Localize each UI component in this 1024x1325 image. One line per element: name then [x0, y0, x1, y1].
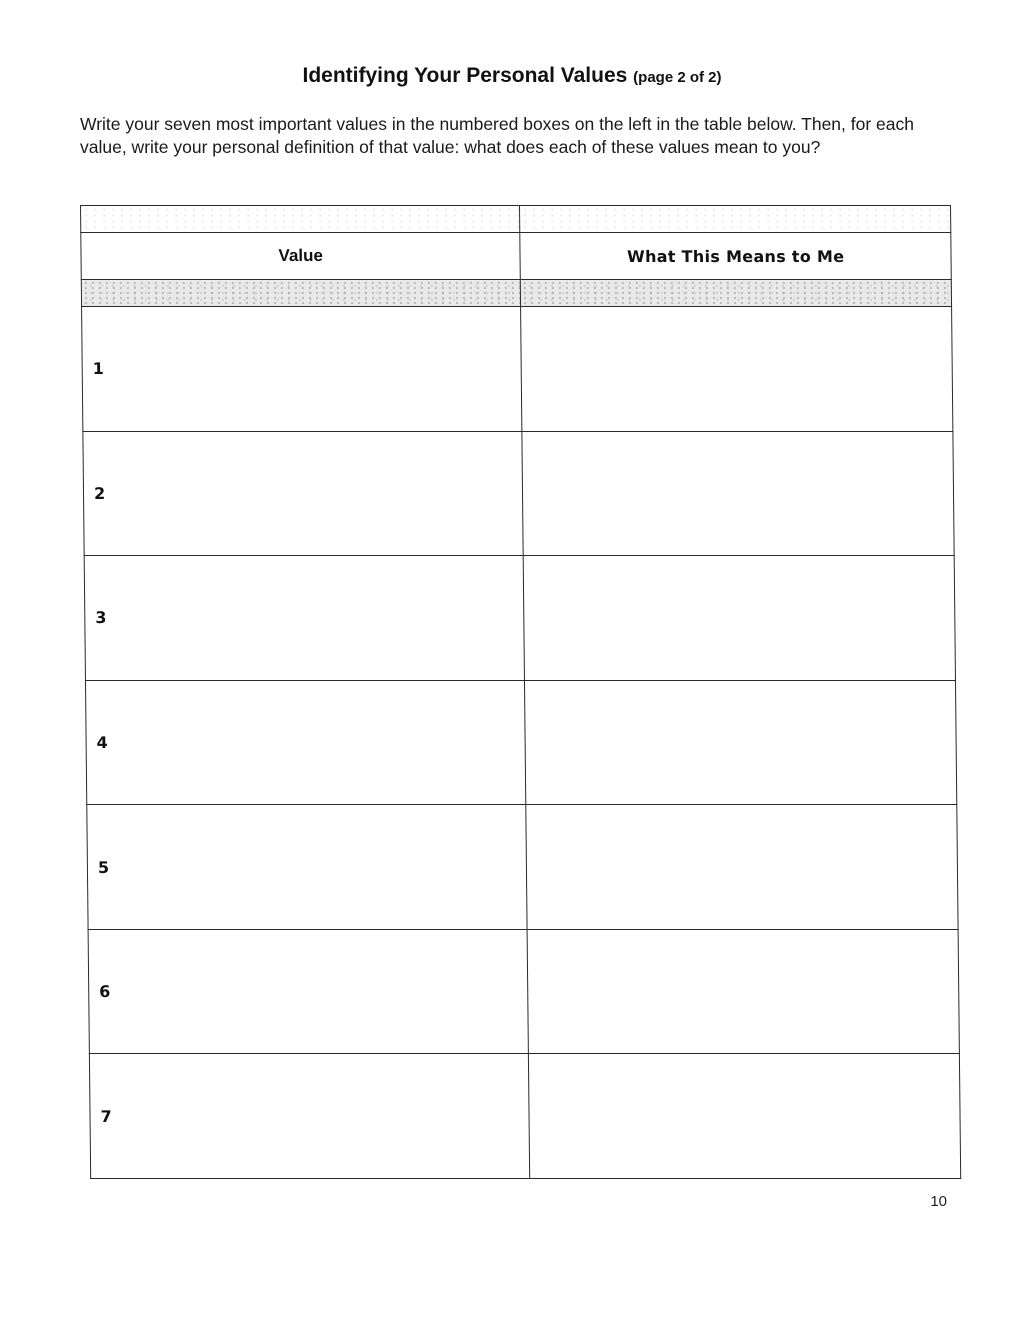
table-row: [88, 929, 959, 1054]
table-row: [83, 431, 954, 556]
top-strip-cell-left: [81, 206, 521, 233]
column-header-value: Value: [81, 233, 521, 280]
meaning-cell[interactable]: [521, 307, 953, 432]
meaning-cell[interactable]: [527, 929, 959, 1054]
instructions-text: Write your seven most important values in the numbered boxes on the left in the table below. Then, for each value, write your personal definition of that value: what does each of these values mean to you?: [80, 114, 914, 157]
shaded-strip-cell-right: [521, 280, 952, 307]
value-cell[interactable]: 4: [85, 680, 526, 805]
table-row: [82, 307, 953, 432]
table-shaded-strip: [81, 280, 951, 307]
table-header-row: [81, 233, 951, 280]
top-strip-cell-right: [520, 206, 951, 233]
values-worksheet: [80, 205, 961, 1179]
table-top-strip: [81, 206, 951, 233]
value-cell[interactable]: 2: [83, 431, 524, 556]
meaning-cell[interactable]: [526, 805, 958, 930]
value-cell[interactable]: 7: [89, 1054, 530, 1179]
value-cell[interactable]: 6: [88, 929, 529, 1054]
table-row: [87, 805, 958, 930]
column-header-meaning: What This Means to Me: [520, 233, 951, 280]
page-number: 10: [930, 1193, 947, 1210]
table-row: [85, 680, 956, 805]
value-cell[interactable]: 5: [87, 805, 528, 930]
shaded-strip-cell-left: [81, 280, 521, 307]
value-cell[interactable]: 1: [82, 307, 523, 432]
meaning-cell[interactable]: [529, 1054, 961, 1179]
meaning-cell[interactable]: [524, 556, 956, 681]
page-title: [0, 64, 1024, 88]
meaning-cell[interactable]: [525, 680, 957, 805]
values-table: [80, 205, 961, 1179]
page-title-suffix: (page 2 of 2): [633, 69, 722, 86]
table-row: [84, 556, 955, 681]
table-row: [89, 1054, 960, 1179]
value-cell[interactable]: 3: [84, 556, 525, 681]
meaning-cell[interactable]: [522, 431, 954, 556]
page-title-text: Identifying Your Personal Values: [302, 64, 628, 87]
